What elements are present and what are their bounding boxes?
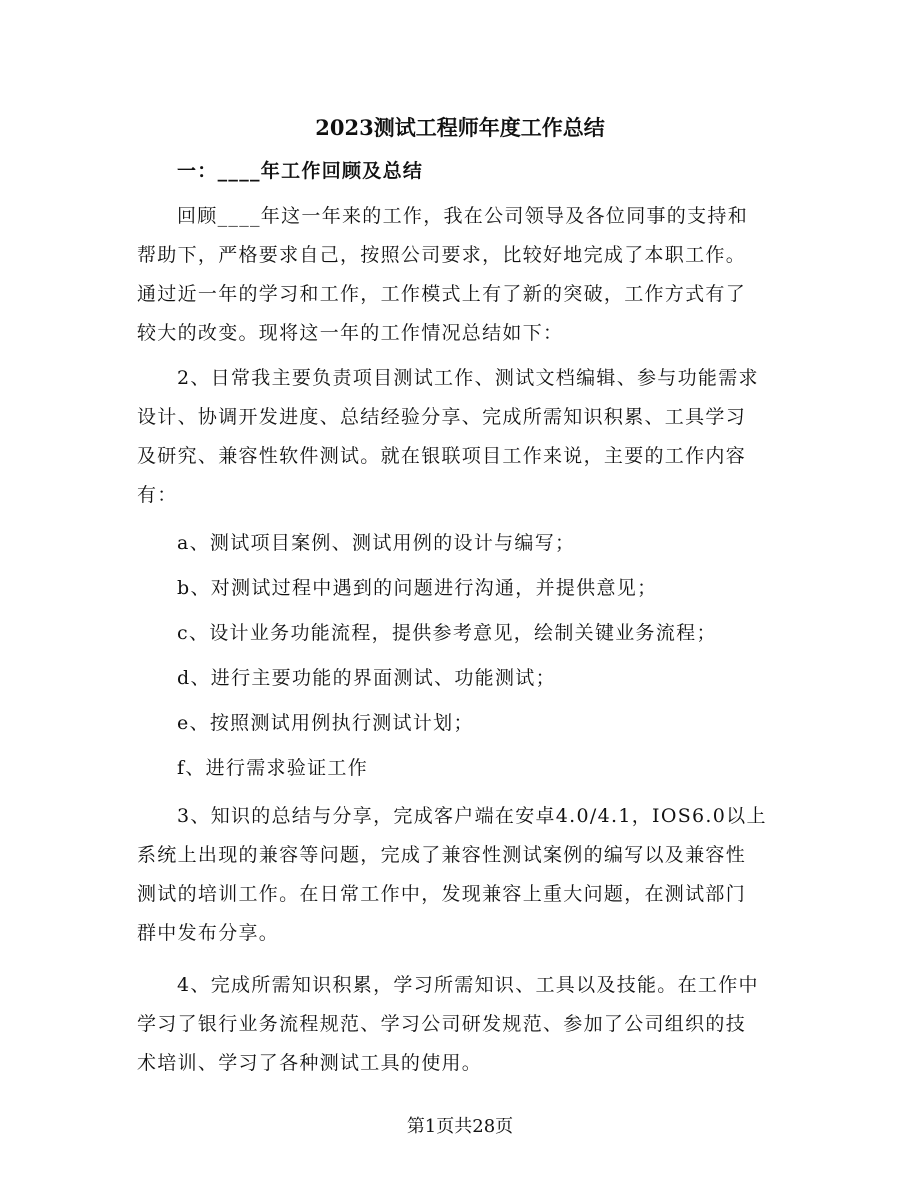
list-item: c、设计业务功能流程，提供参考意见，绘制关键业务流程； <box>177 622 717 644</box>
item-4-paragraph <box>137 966 787 1083</box>
list-item: e、按照测试用例执行测试计划； <box>177 712 474 734</box>
paragraph-line: 术培训、学习了各种测试工具的使用。 <box>137 1052 483 1074</box>
document-body <box>137 152 787 1083</box>
paragraph-line: 3、知识的总结与分享，完成客户端在安卓4.0/4.1，IOS6.0以上 <box>177 805 767 827</box>
list-item: f、进行需求验证工作 <box>177 757 369 779</box>
task-list <box>137 521 787 791</box>
paragraph-line: 帮助下，严格要求自己，按照公司要求，比较好地完成了本职工作。 <box>137 244 747 266</box>
paragraph-line: 系统上出现的兼容等问题，完成了兼容性测试案例的编写以及兼容性 <box>137 844 747 866</box>
paragraph-line: 通过近一年的学习和工作，工作模式上有了新的突破，工作方式有了 <box>137 283 747 305</box>
page-number: 第1页共28页 <box>406 1116 514 1137</box>
paragraph-line: 及研究、兼容性软件测试。就在银联项目工作来说，主要的工作内容 <box>137 445 747 467</box>
paragraph-line: 2、日常我主要负责项目测试工作、测试文档编辑、参与功能需求 <box>177 367 759 389</box>
paragraph-line: 测试的培训工作。在日常工作中，发现兼容上重大问题，在测试部门 <box>137 883 747 905</box>
list-item: b、对测试过程中遇到的问题进行沟通，并提供意见； <box>177 577 658 599</box>
paragraph-line: 群中发布分享。 <box>137 922 280 944</box>
paragraph-line: 设计、协调开发进度、总结经验分享、完成所需知识积累、工具学习 <box>137 406 747 428</box>
paragraph-line: 有： <box>137 484 178 506</box>
paragraph-line: 学习了银行业务流程规范、学习公司研发规范、参加了公司组织的技 <box>137 1013 747 1035</box>
intro-paragraph <box>137 197 787 353</box>
paragraph-line: 回顾____年这一年来的工作，我在公司领导及各位同事的支持和 <box>177 205 749 227</box>
section-heading: 一：____年工作回顾及总结 <box>177 160 424 182</box>
paragraph-line: 4、完成所需知识积累，学习所需知识、工具以及技能。在工作中 <box>177 974 759 996</box>
item-3-paragraph <box>137 797 787 953</box>
list-item: a、测试项目案例、测试用例的设计与编写； <box>177 532 576 554</box>
document-title: 2023测试工程师年度工作总结 <box>315 115 605 140</box>
item-2-paragraph <box>137 359 787 515</box>
paragraph-line: 较大的改变。现将这一年的工作情况总结如下： <box>137 322 564 344</box>
list-item: d、进行主要功能的界面测试、功能测试； <box>177 667 556 689</box>
